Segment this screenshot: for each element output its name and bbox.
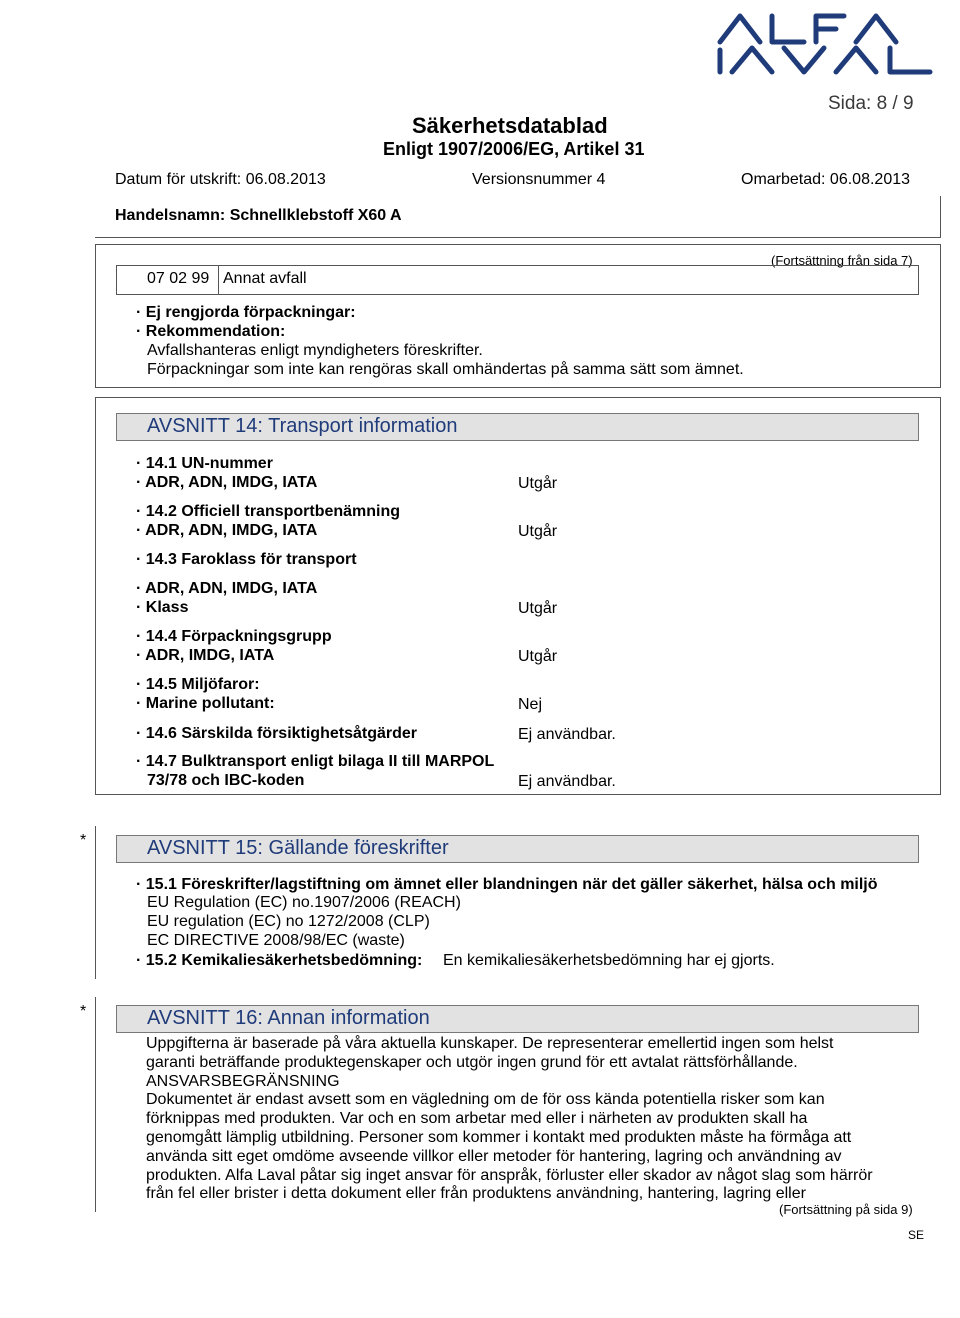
language-code: SE <box>908 1228 925 1242</box>
regulations-label: · 15.1 Föreskrifter/lagstiftning om ämnet eller blandningen när det gäller säkerhet, hälsa och miljö <box>136 876 878 893</box>
regulation-item: EU regulation (EC) no 1272/2008 (CLP) <box>147 913 430 930</box>
regulation-item: EC DIRECTIVE 2008/98/EC (waste) <box>147 932 405 949</box>
transport-label: · 14.4 Förpackningsgrupp <box>136 628 332 645</box>
paragraph-line: genomgått lämplig utbildning. Personer som kommer i kontakt med produkten måste ha förmåga att <box>146 1128 852 1146</box>
regulation-item: EU Regulation (EC) no.1907/2006 (REACH) <box>147 894 461 911</box>
paragraph-line: produkten. Alfa Laval påtar sig inget ansvar för anspråk, förluster eller skador av något slag som härrör <box>146 1166 873 1184</box>
page-number: Sida: 8 / 9 <box>828 93 914 114</box>
transport-label: · 14.3 Faroklass för transport <box>136 551 357 568</box>
document-title: Säkerhetsdatablad <box>412 113 608 138</box>
section15-title: AVSNITT 15: Gällande föreskrifter <box>147 837 449 859</box>
version-number: Versionsnummer 4 <box>472 171 606 188</box>
chemical-assessment-label: · 15.2 Kemikaliesäkerhetsbedömning: <box>136 952 423 969</box>
transport-value: Utgår <box>518 648 558 665</box>
waste-text-line: Avfallshanteras enligt myndigheters föreskrifter. <box>147 342 483 359</box>
transport-value: Utgår <box>518 600 558 617</box>
transport-label: · 14.7 Bulktransport enligt bilaga II till MARPOL <box>136 753 495 770</box>
paragraph-line: garanti beträffande produktegenskaper och utgör ingen grund för ett avtalat rättsförhållande. <box>146 1053 798 1071</box>
paragraph-line: Uppgifterna är baserade på våra aktuella kunskaper. De representerar emellertid ingen som helst <box>146 1035 834 1052</box>
transport-label: · ADR, ADN, IMDG, IATA <box>136 474 318 491</box>
waste-text-line: Förpackningar som inte kan rengöras skall omhändertas på samma sätt som ämnet. <box>147 361 744 378</box>
document-subtitle: Enligt 1907/2006/EG, Artikel 31 <box>383 139 645 159</box>
transport-value: Utgår <box>518 475 558 492</box>
print-date: Datum för utskrift: 06.08.2013 <box>115 171 326 188</box>
transport-value: Ej användbar. <box>518 773 616 790</box>
transport-value: Ej användbar. <box>518 726 616 743</box>
recommendation-label: · Rekommendation: <box>136 323 286 340</box>
section15-left-rule <box>95 826 96 979</box>
section16-title: AVSNITT 16: Annan information <box>147 1007 430 1029</box>
alfa-laval-logo <box>712 6 944 78</box>
paragraph-line: använda sitt eget omdöme avseende villkor eller metoder för hantering, lagring och användning av <box>146 1147 842 1165</box>
paragraph-line: ANSVARSBEGRÄNSNING <box>146 1072 340 1090</box>
continued-from: (Fortsättning från sida 7) <box>771 253 913 268</box>
transport-label: · ADR, IMDG, IATA <box>136 647 275 664</box>
paragraph-line: Dokumentet är endast avsett som en vägledning om de för oss kända potentiella risker som kan <box>146 1091 825 1109</box>
other-information-text <box>146 1035 920 1204</box>
uncleaned-packaging-label: · Ej rengjorda förpackningar: <box>136 304 356 321</box>
changed-marker: * <box>80 832 87 849</box>
waste-code: 07 02 99 <box>147 270 210 287</box>
transport-value: Nej <box>518 696 543 713</box>
transport-value: Utgår <box>518 523 558 540</box>
trade-name-box <box>95 196 941 238</box>
paragraph-line: från fel eller brister i detta dokument eller från produktens användning, hantering, lagring eller <box>146 1185 806 1203</box>
table-divider <box>218 265 219 295</box>
transport-label: · 14.6 Särskilda försiktighetsåtgärder <box>136 725 417 742</box>
chemical-assessment-value: En kemikaliesäkerhetsbedömning har ej gjorts. <box>443 952 775 969</box>
transport-label: · ADR, ADN, IMDG, IATA <box>136 522 318 539</box>
transport-label: · 14.5 Miljöfaror: <box>136 676 260 693</box>
continued-to: (Fortsättning på sida 9) <box>779 1202 913 1217</box>
waste-description: Annat avfall <box>223 270 307 287</box>
section14-title: AVSNITT 14: Transport information <box>147 415 458 437</box>
paragraph-line: förknippas med produkten. Var och en som arbetar med eller i närheten av produkten skall ha <box>146 1110 808 1128</box>
trade-name: Handelsnamn: Schnellklebstoff X60 A <box>115 207 402 224</box>
revised-date: Omarbetad: 06.08.2013 <box>741 171 911 188</box>
transport-label: · ADR, ADN, IMDG, IATA <box>136 580 318 597</box>
transport-label: · 14.1 UN-nummer <box>136 455 273 472</box>
transport-label: 73/78 och IBC-koden <box>147 772 305 789</box>
section16-left-rule <box>95 997 96 1212</box>
transport-label: · 14.2 Officiell transportbenämning <box>136 503 401 520</box>
changed-marker: * <box>80 1003 87 1020</box>
transport-label: · Klass <box>136 599 189 616</box>
transport-label: · Marine pollutant: <box>136 695 275 712</box>
